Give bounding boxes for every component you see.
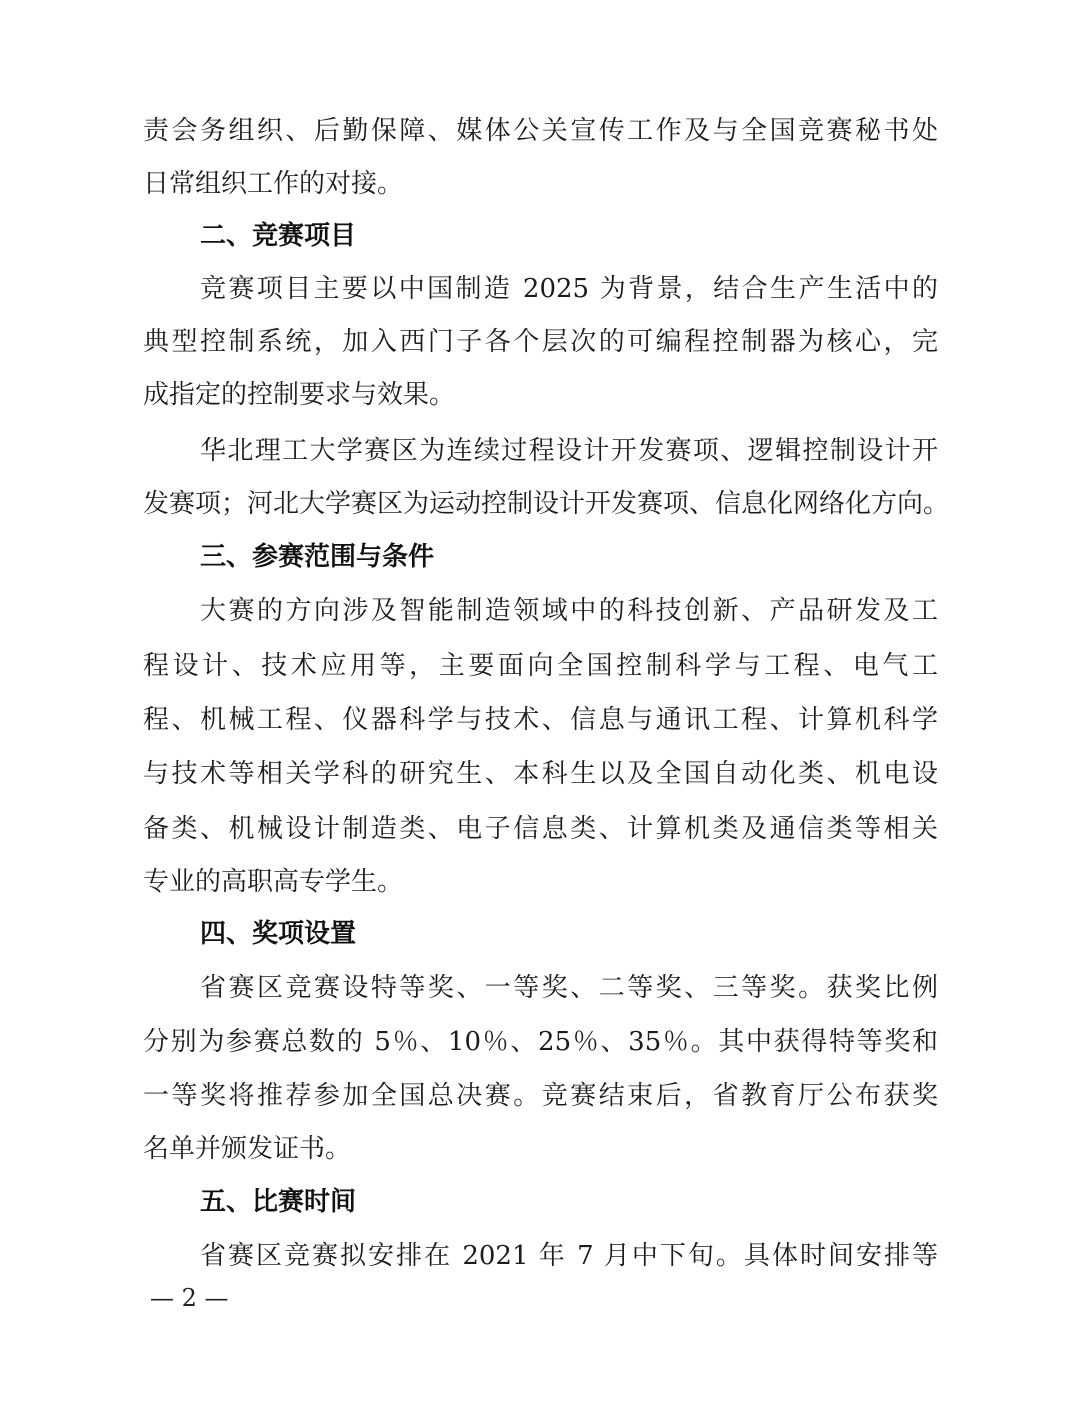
body-text-line: 责会务组织、后勤保障、媒体公关宣传工作及与全国竞赛秘书处: [143, 116, 938, 146]
body-text-line: 成指定的控制要求与效果。: [143, 380, 456, 410]
body-text-line: 与技术等相关学科的研究生、本科生以及全国自动化类、机电设: [143, 759, 938, 789]
body-text-line: 专业的高职高专学生。: [143, 867, 404, 897]
body-text-line: 一等奖将推荐参加全国总决赛。竞赛结束后，省教育厅公布获奖: [143, 1081, 938, 1111]
body-text-line: 日常组织工作的对接。: [143, 169, 404, 199]
body-text-line: 程、机械工程、仪器科学与技术、信息与通讯工程、计算机科学: [143, 705, 938, 735]
section-heading-awards: 四、奖项设置: [200, 919, 357, 949]
section-heading-competition-items: 二、竞赛项目: [200, 221, 357, 251]
body-text-line: 华北理工大学赛区为连续过程设计开发赛项、逻辑控制设计开: [200, 436, 938, 466]
page-number: — 2 —: [150, 1284, 229, 1312]
body-text-line: 竞赛项目主要以中国制造 2025 为背景，结合生产生活中的: [200, 274, 938, 304]
section-heading-competition-time: 五、比赛时间: [200, 1187, 357, 1217]
body-text-line: 分别为参赛总数的 5％、10％、25％、35％。其中获得特等奖和: [143, 1027, 938, 1057]
body-text-line: 发赛项；河北大学赛区为运动控制设计开发赛项、信息化网络化方向。: [143, 489, 950, 519]
body-text-line: 名单并颁发证书。: [143, 1134, 352, 1164]
body-text-line: 典型控制系统，加入西门子各个层次的可编程控制器为核心，完: [143, 327, 938, 357]
body-text-line: 程设计、技术应用等，主要面向全国控制科学与工程、电气工: [143, 651, 938, 681]
body-text-line: 大赛的方向涉及智能制造领域中的科技创新、产品研发及工: [200, 596, 938, 626]
body-text-line: 备类、机械设计制造类、电子信息类、计算机类及通信类等相关: [143, 814, 938, 844]
body-text-line: 省赛区竞赛设特等奖、一等奖、二等奖、三等奖。获奖比例: [200, 973, 938, 1003]
body-text-line: 省赛区竞赛拟安排在 2021 年 7 月中下旬。具体时间安排等: [200, 1241, 938, 1271]
section-heading-participation-scope: 三、参赛范围与条件: [200, 542, 435, 572]
